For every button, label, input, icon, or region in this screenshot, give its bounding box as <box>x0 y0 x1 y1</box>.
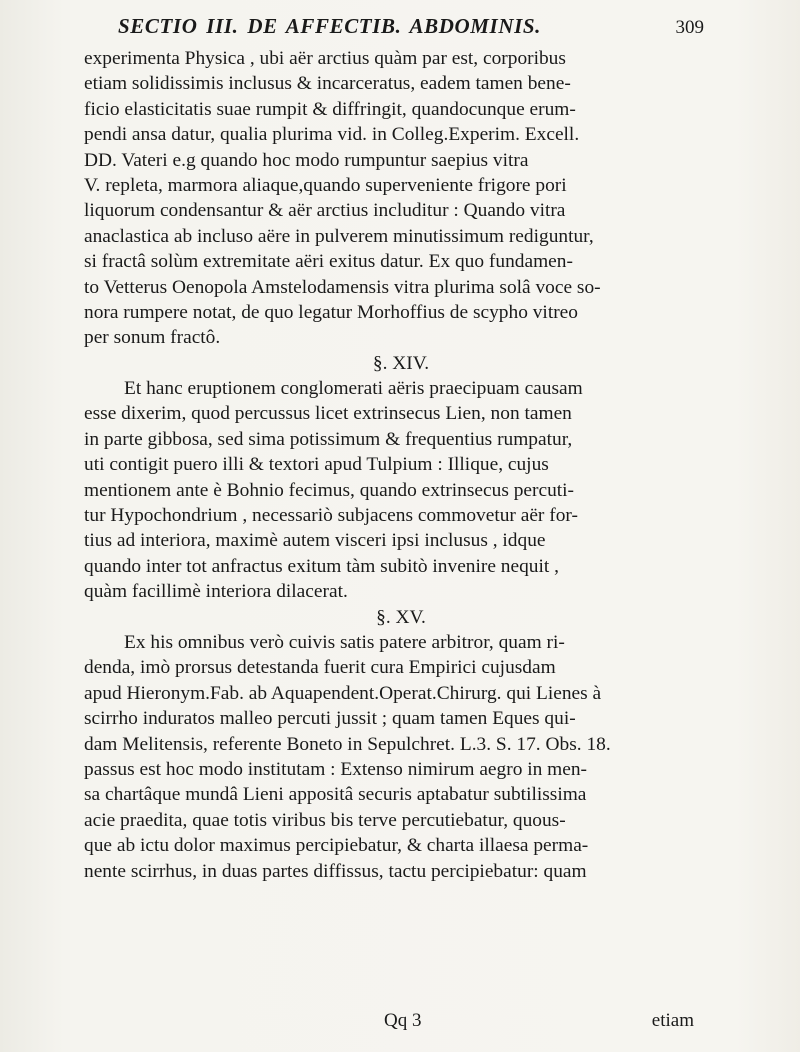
text-line: scirrho induratos malleo percuti jussit ; quam tamen Eques qui- <box>84 708 576 730</box>
text-line: tur Hypochondrium , necessariò subjacens commovetur aër for- <box>84 505 578 527</box>
text-line: nora rumpere notat, de quo legatur Morhoffius de scypho vitreo <box>84 301 578 323</box>
section-heading: §. XV. <box>376 606 426 628</box>
text-line: Ex his omnibus verò cuivis satis patere arbitror, quam ri- <box>124 631 565 653</box>
text-line: quàm facillimè interiora dilacerat. <box>84 581 348 603</box>
text-line: dam Melitensis, referente Boneto in Sepulchret. L.3. S. 17. Obs. 18. <box>84 733 611 755</box>
text-line: esse dixerim, quod percussus licet extrinsecus Lien, non tamen <box>84 403 572 425</box>
text-line: pendi ansa datur, qualia plurima vid. in Colleg.Experim. Excell. <box>84 124 580 146</box>
body-text <box>84 46 718 884</box>
text-line: V. repleta, marmora aliaque,quando superveniente frigore pori <box>84 174 567 196</box>
text-line: passus est hoc modo institutam : Extenso nimirum aegro in men- <box>84 758 588 780</box>
page-number: 309 <box>675 17 704 38</box>
text-line: per sonum fractô. <box>84 327 221 349</box>
text-line: denda, imò prorsus detestanda fuerit cura Empirici cujusdam <box>84 657 556 679</box>
text-line: to Vetterus Oenopola Amstelodamensis vitra plurima solâ voce so- <box>84 276 601 298</box>
text-line: DD. Vateri e.g quando hoc modo rumpuntur saepius vitra <box>84 149 529 171</box>
text-line: experimenta Physica , ubi aër arctius quàm par est, corporibus <box>84 48 566 69</box>
text-line: sa chartâque mundâ Lieni appositâ securis aptabatur subtilissima <box>84 784 587 806</box>
text-line: liquorum condensantur & aër arctius includitur : Quando vitra <box>84 200 566 222</box>
running-title: SECTIO III. DE AFFECTIB. ABDOMINIS. <box>118 14 541 38</box>
text-line: tius ad interiora, maximè autem visceri ipsi inclusus , idque <box>84 530 546 552</box>
text-line: acie praedita, quae totis viribus bis terve percutiebatur, quous- <box>84 809 566 831</box>
text-line: in parte gibbosa, sed sima potissimum & frequentius rumpatur, <box>84 428 573 450</box>
page-header <box>118 14 704 44</box>
text-line: quando inter tot anfractus exitum tàm subitò invenire nequit , <box>84 555 559 577</box>
text-line: si fractâ solùm extremitate aëri exitus datur. Ex quo fundamen- <box>84 251 573 273</box>
text-line: ficio elasticitatis suae rumpit & diffringit, quandocunque erum- <box>84 98 576 120</box>
text-line: nente scirrhus, in duas partes diffissus, tactu percipiebatur: quam <box>84 860 587 882</box>
text-line: uti contigit puero illi & textori apud Tulpium : Illique, cujus <box>84 454 549 476</box>
text-line: etiam solidissimis inclusus & incarceratus, eadem tamen bene- <box>84 73 571 95</box>
text-line: apud Hieronym.Fab. ab Aquapendent.Operat.Chirurg. qui Lienes à <box>84 682 602 704</box>
catchword: etiam <box>651 1010 694 1031</box>
page-footer <box>84 1010 718 1036</box>
text-line: anaclastica ab incluso aëre in pulverem minutissimum rediguntur, <box>84 225 594 247</box>
signature-mark: Qq 3 <box>384 1010 422 1031</box>
text-line: Et hanc eruptionem conglomerati aëris praecipuam causam <box>124 378 583 400</box>
text-line: mentionem ante è Bohnio fecimus, quando extrinsecus percuti- <box>84 479 575 501</box>
text-line: que ab ictu dolor maximus percipiebatur, & charta illaesa perma- <box>84 835 589 857</box>
section-heading: §. XIV. <box>372 352 430 374</box>
